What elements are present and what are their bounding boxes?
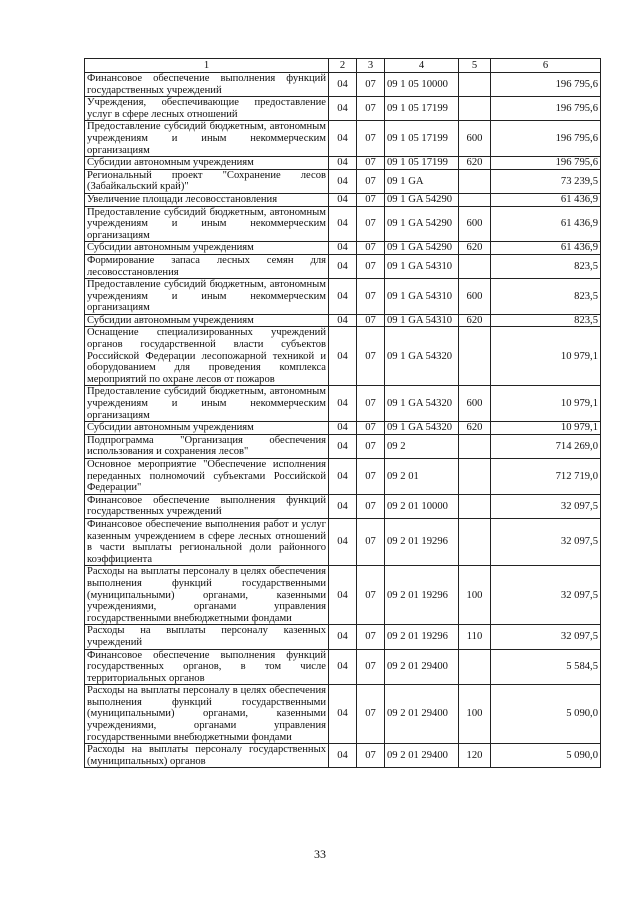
row-expense-type	[459, 649, 491, 685]
row-expense-type: 100	[459, 566, 491, 625]
row-target-code: 09 2	[385, 434, 459, 458]
table-row	[85, 121, 601, 157]
row-amount: 196 795,6	[491, 73, 601, 97]
row-section: 04	[329, 459, 357, 495]
row-target-code: 09 2 01 19296	[385, 518, 459, 565]
row-amount: 823,5	[491, 279, 601, 315]
table-header-row	[85, 59, 601, 73]
row-target-code: 09 1 05 10000	[385, 73, 459, 97]
row-subsection: 07	[357, 73, 385, 97]
row-section: 04	[329, 254, 357, 278]
row-subsection: 07	[357, 254, 385, 278]
table-row	[85, 422, 601, 435]
row-section: 04	[329, 314, 357, 327]
row-expense-type	[459, 518, 491, 565]
row-name: Формирование запаса лесных семян для лесовосстановления	[85, 254, 329, 278]
row-name: Финансовое обеспечение выполнения функций государственных учреждений	[85, 73, 329, 97]
row-subsection: 07	[357, 422, 385, 435]
row-amount: 10 979,1	[491, 386, 601, 422]
row-target-code: 09 2 01 29400	[385, 685, 459, 744]
row-section: 04	[329, 625, 357, 649]
table-row	[85, 566, 601, 625]
row-amount: 32 097,5	[491, 518, 601, 565]
row-section: 04	[329, 279, 357, 315]
row-section: 04	[329, 422, 357, 435]
table-row	[85, 206, 601, 242]
row-section: 04	[329, 73, 357, 97]
table-row	[85, 649, 601, 685]
row-expense-type	[459, 434, 491, 458]
row-name: Расходы на выплаты персоналу в целях обеспечения выполнения функций государственными (муниципальными) органами, казенными учреждениями, органами управления государственными внебюджетными фондами	[85, 566, 329, 625]
row-amount: 712 719,0	[491, 459, 601, 495]
row-expense-type: 620	[459, 157, 491, 170]
row-subsection: 07	[357, 685, 385, 744]
row-target-code: 09 2 01 29400	[385, 649, 459, 685]
row-subsection: 07	[357, 97, 385, 121]
row-name: Подпрограмма "Организация обеспечения использования и сохранения лесов"	[85, 434, 329, 458]
table-row	[85, 518, 601, 565]
table-row	[85, 434, 601, 458]
row-subsection: 07	[357, 279, 385, 315]
row-subsection: 07	[357, 649, 385, 685]
table-row	[85, 193, 601, 206]
row-subsection: 07	[357, 121, 385, 157]
column-header-6: 6	[491, 59, 601, 73]
row-section: 04	[329, 494, 357, 518]
row-name: Предоставление субсидий бюджетным, автономным учреждениям и иным некоммерческим организациям	[85, 279, 329, 315]
row-subsection: 07	[357, 625, 385, 649]
row-expense-type: 600	[459, 279, 491, 315]
row-subsection: 07	[357, 242, 385, 255]
row-name: Предоставление субсидий бюджетным, автономным учреждениям и иным некоммерческим организациям	[85, 206, 329, 242]
row-expense-type	[459, 327, 491, 386]
row-name: Субсидии автономным учреждениям	[85, 314, 329, 327]
row-amount: 32 097,5	[491, 494, 601, 518]
row-amount: 5 090,0	[491, 685, 601, 744]
row-section: 04	[329, 242, 357, 255]
row-amount: 61 436,9	[491, 193, 601, 206]
row-section: 04	[329, 518, 357, 565]
row-subsection: 07	[357, 327, 385, 386]
table-row	[85, 744, 601, 768]
column-header-3: 3	[357, 59, 385, 73]
row-section: 04	[329, 97, 357, 121]
row-expense-type: 110	[459, 625, 491, 649]
row-target-code: 09 1 GA 54290	[385, 206, 459, 242]
row-target-code: 09 1 GA 54320	[385, 327, 459, 386]
row-amount: 196 795,6	[491, 97, 601, 121]
row-subsection: 07	[357, 169, 385, 193]
row-name: Расходы на выплаты персоналу в целях обеспечения выполнения функций государственными (муниципальными) органами, казенными учреждениями, органами управления государственными внебюджетными фондами	[85, 685, 329, 744]
row-name: Увеличение площади лесовосстановления	[85, 193, 329, 206]
column-header-5: 5	[459, 59, 491, 73]
row-target-code: 09 1 05 17199	[385, 157, 459, 170]
table-row	[85, 242, 601, 255]
table-row	[85, 494, 601, 518]
column-header-2: 2	[329, 59, 357, 73]
table-row	[85, 157, 601, 170]
row-amount: 10 979,1	[491, 422, 601, 435]
row-expense-type	[459, 254, 491, 278]
row-amount: 32 097,5	[491, 566, 601, 625]
row-name: Финансовое обеспечение выполнения функций государственных учреждений	[85, 494, 329, 518]
row-amount: 5 090,0	[491, 744, 601, 768]
table-row	[85, 386, 601, 422]
row-target-code: 09 2 01 19296	[385, 625, 459, 649]
row-target-code: 09 2 01 19296	[385, 566, 459, 625]
table-row	[85, 73, 601, 97]
table-row	[85, 327, 601, 386]
row-expense-type: 600	[459, 121, 491, 157]
table-row	[85, 254, 601, 278]
row-expense-type	[459, 73, 491, 97]
row-subsection: 07	[357, 157, 385, 170]
row-name: Учреждения, обеспечивающие предоставление услуг в сфере лесных отношений	[85, 97, 329, 121]
row-name: Финансовое обеспечение выполнения функций государственных органов, в том числе территориальных органов	[85, 649, 329, 685]
row-subsection: 07	[357, 744, 385, 768]
row-name: Субсидии автономным учреждениям	[85, 157, 329, 170]
row-expense-type	[459, 97, 491, 121]
row-target-code: 09 2 01	[385, 459, 459, 495]
column-header-4: 4	[385, 59, 459, 73]
row-section: 04	[329, 649, 357, 685]
row-subsection: 07	[357, 566, 385, 625]
row-amount: 5 584,5	[491, 649, 601, 685]
row-target-code: 09 1 GA 54310	[385, 254, 459, 278]
row-target-code: 09 1 GA 54290	[385, 193, 459, 206]
table-row	[85, 314, 601, 327]
page-number: 33	[314, 847, 326, 861]
row-subsection: 07	[357, 314, 385, 327]
column-header-1: 1	[85, 59, 329, 73]
row-amount: 196 795,6	[491, 157, 601, 170]
row-target-code: 09 1 GA	[385, 169, 459, 193]
row-target-code: 09 1 GA 54290	[385, 242, 459, 255]
row-name: Расходы на выплаты персоналу казенных учреждений	[85, 625, 329, 649]
row-name: Субсидии автономным учреждениям	[85, 242, 329, 255]
row-section: 04	[329, 434, 357, 458]
row-expense-type	[459, 494, 491, 518]
row-section: 04	[329, 386, 357, 422]
row-subsection: 07	[357, 386, 385, 422]
row-section: 04	[329, 206, 357, 242]
row-expense-type: 620	[459, 422, 491, 435]
row-expense-type: 600	[459, 206, 491, 242]
row-amount: 10 979,1	[491, 327, 601, 386]
row-target-code: 09 1 GA 54320	[385, 386, 459, 422]
row-name: Основное мероприятие "Обеспечение исполнения переданных полномочий субъектами Российской Федерации"	[85, 459, 329, 495]
row-amount: 196 795,6	[491, 121, 601, 157]
table-row	[85, 169, 601, 193]
row-expense-type: 620	[459, 242, 491, 255]
row-target-code: 09 1 05 17199	[385, 97, 459, 121]
row-target-code: 09 2 01 29400	[385, 744, 459, 768]
row-name: Расходы на выплаты персоналу государственных (муниципальных) органов	[85, 744, 329, 768]
row-target-code: 09 1 GA 54320	[385, 422, 459, 435]
row-section: 04	[329, 744, 357, 768]
row-amount: 61 436,9	[491, 242, 601, 255]
row-subsection: 07	[357, 459, 385, 495]
row-expense-type: 600	[459, 386, 491, 422]
row-subsection: 07	[357, 434, 385, 458]
row-section: 04	[329, 121, 357, 157]
row-amount: 73 239,5	[491, 169, 601, 193]
row-subsection: 07	[357, 518, 385, 565]
row-name: Оснащение специализированных учреждений органов государственной власти субъектов Российской Федерации лесопожарной техникой и оборудованием для проведения комплекса мероприятий по охране лесов от пожаров	[85, 327, 329, 386]
row-target-code: 09 1 05 17199	[385, 121, 459, 157]
row-target-code: 09 1 GA 54310	[385, 279, 459, 315]
row-expense-type	[459, 459, 491, 495]
row-section: 04	[329, 157, 357, 170]
row-name: Предоставление субсидий бюджетным, автономным учреждениям и иным некоммерческим организациям	[85, 386, 329, 422]
row-expense-type: 100	[459, 685, 491, 744]
row-name: Субсидии автономным учреждениям	[85, 422, 329, 435]
row-subsection: 07	[357, 193, 385, 206]
row-target-code: 09 2 01 10000	[385, 494, 459, 518]
table-row	[85, 625, 601, 649]
row-expense-type	[459, 193, 491, 206]
row-amount: 823,5	[491, 314, 601, 327]
row-subsection: 07	[357, 206, 385, 242]
row-amount: 61 436,9	[491, 206, 601, 242]
budget-table	[84, 58, 601, 768]
table-row	[85, 279, 601, 315]
table-row	[85, 459, 601, 495]
row-section: 04	[329, 566, 357, 625]
row-section: 04	[329, 685, 357, 744]
row-name: Финансовое обеспечение выполнения работ и услуг казенным учреждением в сфере лесных отношений в части выплаты региональной доли районного коэффициента	[85, 518, 329, 565]
row-expense-type: 620	[459, 314, 491, 327]
row-section: 04	[329, 327, 357, 386]
row-amount: 823,5	[491, 254, 601, 278]
table-row	[85, 685, 601, 744]
row-name: Региональный проект "Сохранение лесов (Забайкальский край)"	[85, 169, 329, 193]
row-section: 04	[329, 193, 357, 206]
table-row	[85, 97, 601, 121]
row-name: Предоставление субсидий бюджетным, автономным учреждениям и иным некоммерческим организациям	[85, 121, 329, 157]
row-amount: 714 269,0	[491, 434, 601, 458]
row-subsection: 07	[357, 494, 385, 518]
row-expense-type	[459, 169, 491, 193]
row-amount: 32 097,5	[491, 625, 601, 649]
row-target-code: 09 1 GA 54310	[385, 314, 459, 327]
row-section: 04	[329, 169, 357, 193]
row-expense-type: 120	[459, 744, 491, 768]
